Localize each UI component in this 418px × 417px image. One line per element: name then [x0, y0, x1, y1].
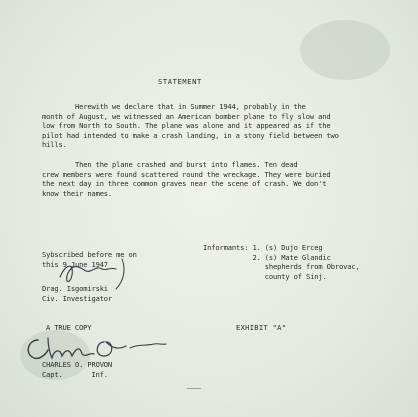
exhibit-label: EXHIBIT "A": [236, 323, 287, 332]
investigator-block: Drag. Isgomirski Civ. Investigator: [42, 284, 113, 303]
subscribed-block: Sybscribed before me on this 9 June 1947: [42, 250, 137, 269]
paper-stain: [300, 20, 390, 80]
informants-block: Informants: 1. (s) Dujo Erceg 2. (s) Mate Glandic shepherds from Obrovac, county of Sinj.: [203, 243, 360, 281]
document-title: STATEMENT: [158, 77, 202, 86]
statement-paragraph-1: Herewith we declare that in Summer 1944, probably in the month of August, we witnessed an American bomber plane to fly slow and low from North to South. The plane was alone and it appeared as if the pilot had intended to make a crash landing, in a stony field between two hills.: [42, 102, 339, 150]
true-copy-label: A TRUE COPY: [46, 323, 92, 332]
certifier-block: CHARLES O. PROVON Capt. Inf.: [42, 360, 113, 379]
footer-mark: [187, 388, 201, 389]
statement-paragraph-2: Then the plane crashed and burst into flames. Ten dead crew members were found scattered round the wreckage. They were buried the next day in three common graves near the scene of crash. We don't know their names.: [42, 160, 331, 198]
